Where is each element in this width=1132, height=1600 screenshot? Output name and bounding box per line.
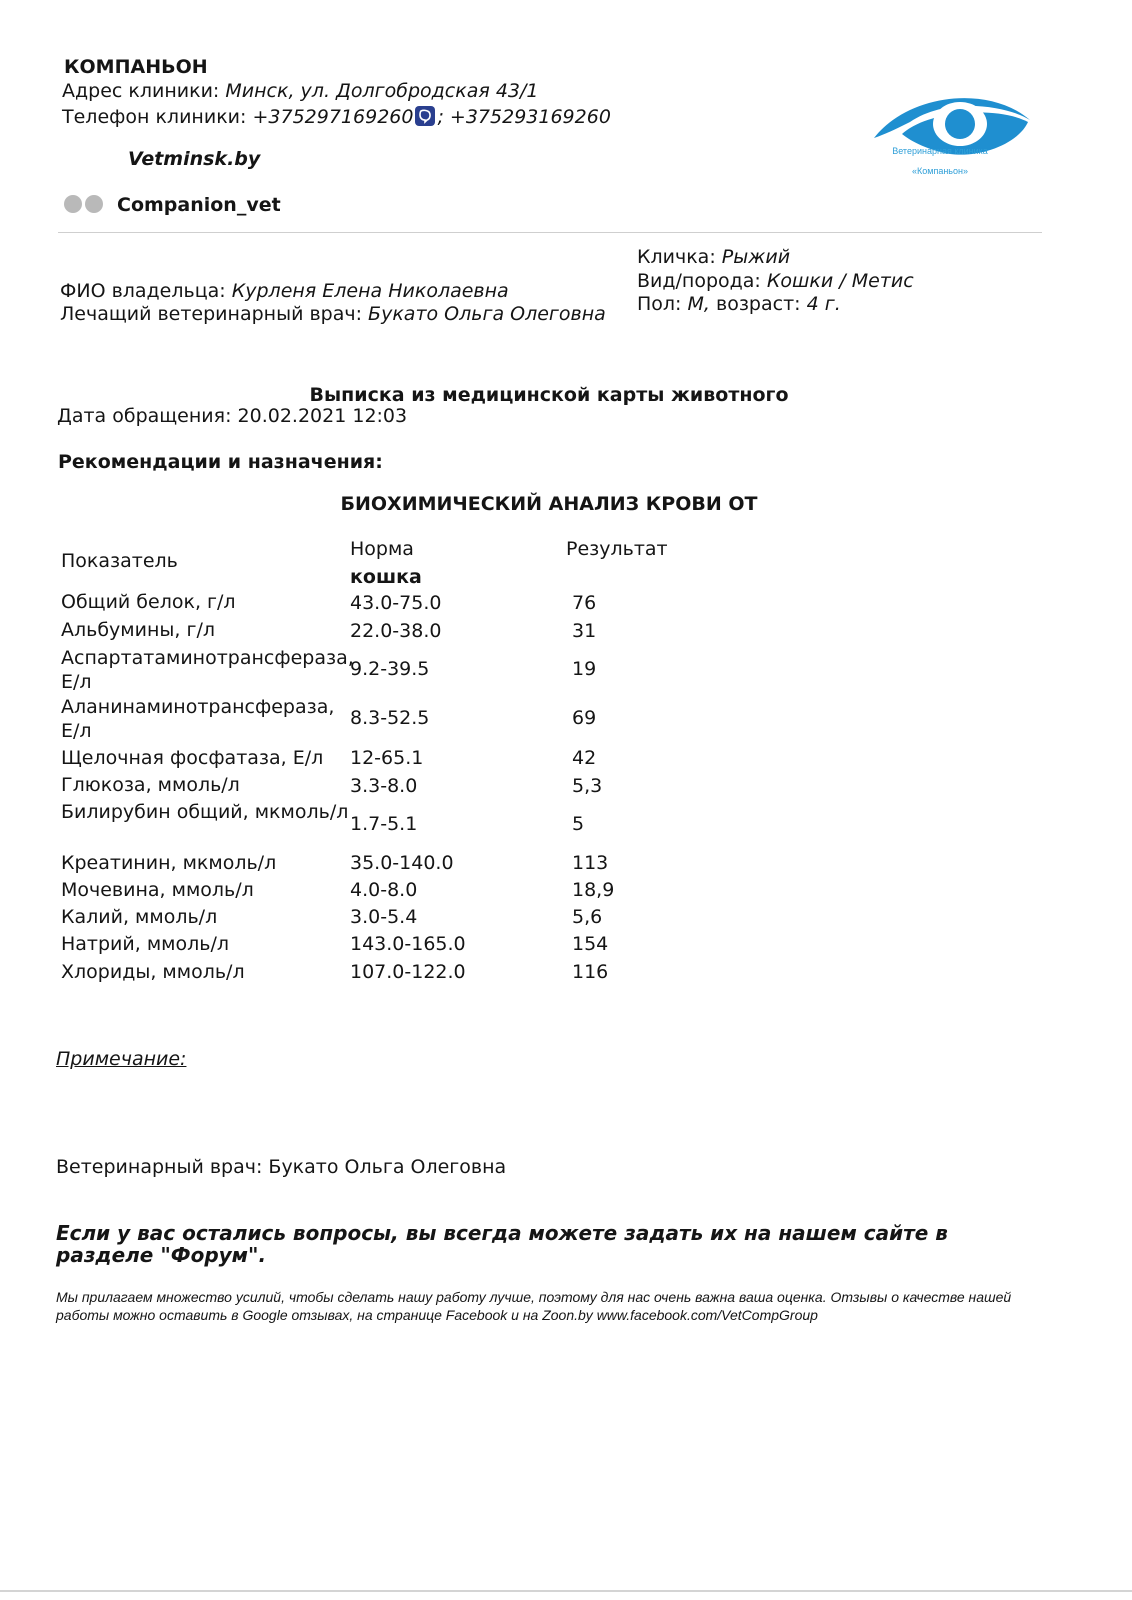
row-norm: 12-65.1: [350, 747, 424, 769]
header-divider: [58, 232, 1042, 233]
row-result: 42: [572, 747, 597, 769]
row-result: 19: [572, 658, 597, 680]
address-label: Адрес клиники:: [62, 80, 220, 102]
row-name: Хлориды, ммоль/л: [61, 961, 245, 983]
row-norm: 22.0-38.0: [350, 620, 442, 642]
row-result: 76: [572, 592, 597, 614]
document-title: Выписка из медицинской карты животного: [309, 384, 789, 406]
row-name: Креатинин, мкмоль/л: [61, 852, 277, 874]
clinic-phone: [62, 106, 611, 128]
bottom-divider: [0, 1590, 1132, 1592]
row-result: 69: [572, 707, 597, 729]
row-norm: 1.7-5.1: [350, 813, 418, 835]
species-label: Вид/порода:: [637, 270, 761, 292]
row-name: Альбумины, г/л: [61, 619, 216, 641]
species-value: Кошки / Метис: [766, 270, 914, 292]
clinic-social: [64, 194, 281, 216]
clinic-address: [62, 80, 538, 102]
phone-1: +375297169260: [252, 106, 414, 128]
date-label: Дата обращения:: [57, 405, 232, 427]
sex-value: М,: [687, 293, 710, 315]
signature-line: [56, 1156, 506, 1178]
row-name: Общий белок, г/л: [61, 591, 236, 613]
row-norm: 107.0-122.0: [350, 961, 466, 983]
doctor-name: Букато Ольга Олеговна: [368, 303, 606, 325]
social-handle: Companion_vet: [117, 194, 281, 216]
row-norm: 3.3-8.0: [350, 775, 418, 797]
row-norm: 143.0-165.0: [350, 933, 466, 955]
signature-label: Ветеринарный врач:: [56, 1156, 263, 1178]
row-result: 113: [572, 852, 609, 874]
row-result: 18,9: [572, 879, 615, 901]
row-name: Щелочная фосфатаза, Е/л: [61, 747, 324, 769]
row-result: 116: [572, 961, 609, 983]
note-heading: Примечание:: [56, 1048, 187, 1070]
viber-icon: [415, 106, 435, 126]
row-result: 31: [572, 620, 597, 642]
logo-caption-1: Ветеринарная клиника: [892, 146, 988, 156]
row-result: 5,6: [572, 906, 603, 928]
column-header-name: Показатель: [61, 550, 178, 572]
row-name: Глюкоза, ммоль/л: [61, 774, 240, 796]
question-text: Если у вас остались вопросы, вы всегда можете задать их на нашем сайте в разделе "Форум".: [56, 1221, 948, 1267]
instagram-icon: [85, 195, 103, 213]
row-norm: 43.0-75.0: [350, 592, 442, 614]
signature-name: Букато Ольга Олеговна: [268, 1156, 507, 1178]
sex-label: Пол:: [637, 293, 682, 315]
phone-2: +375293169260: [449, 106, 611, 128]
visit-date: [57, 405, 407, 427]
pet-nick: [637, 246, 790, 268]
row-norm: 4.0-8.0: [350, 879, 418, 901]
row-result: 5: [572, 813, 585, 835]
owner-line: [60, 280, 509, 302]
row-norm: 9.2-39.5: [350, 658, 430, 680]
row-norm: 8.3-52.5: [350, 707, 430, 729]
row-name: Билирубин общий, мкмоль/л: [61, 801, 349, 823]
doctor-label: Лечащий ветеринарный врач:: [60, 303, 362, 325]
row-name: Натрий, ммоль/л: [61, 933, 230, 955]
column-header-norm: Норма: [350, 538, 414, 560]
row-result: 154: [572, 933, 609, 955]
column-header-norm-species: кошка: [350, 566, 422, 588]
row-name: Калий, ммоль/л: [61, 906, 218, 928]
owner-name: Курленя Елена Николаевна: [231, 280, 509, 302]
pet-sex-age: [637, 293, 841, 315]
vk-icon: [64, 195, 82, 213]
row-norm: 35.0-140.0: [350, 852, 454, 874]
row-name: Мочевина, ммоль/л: [61, 879, 254, 901]
row-name: Аспартатаминотрансфераза, Е/л: [61, 647, 354, 693]
phone-label: Телефон клиники:: [62, 106, 247, 128]
age-label: возраст:: [716, 293, 801, 315]
phone-separator: ;: [437, 106, 444, 128]
owner-label: ФИО владельца:: [60, 280, 226, 302]
nick-value: Рыжий: [721, 246, 791, 268]
row-norm: 3.0-5.4: [350, 906, 418, 928]
nick-label: Кличка:: [637, 246, 716, 268]
clinic-website: Vetminsk.by: [128, 148, 261, 170]
age-value: 4 г.: [806, 293, 841, 315]
clinic-name: КОМПАНЬОН: [64, 56, 208, 78]
analysis-title: БИОХИМИЧЕСКИЙ АНАЛИЗ КРОВИ ОТ: [340, 493, 758, 515]
doctor-line: [60, 303, 606, 325]
logo-caption-2: «Компаньон»: [912, 166, 968, 176]
row-result: 5,3: [572, 775, 603, 797]
recommendations-heading: Рекомендации и назначения:: [58, 451, 383, 473]
column-header-result: Результат: [566, 538, 668, 560]
address-value: Минск, ул. Долгобродская 43/1: [225, 80, 539, 102]
footer-text: Мы прилагаем множество усилий, чтобы сделать нашу работу лучше, поэтому для нас очень важна ваша оценка. Отзывы о качестве нашей работы можно оставить в Google отзывах, на странице Facebook и на Zoon.by www.facebook.com/VetCompGroup: [56, 1289, 1012, 1323]
pet-species: [637, 270, 914, 292]
date-value: 20.02.2021 12:03: [237, 405, 408, 427]
row-name: Аланинаминотрансфераза, Е/л: [61, 696, 335, 742]
